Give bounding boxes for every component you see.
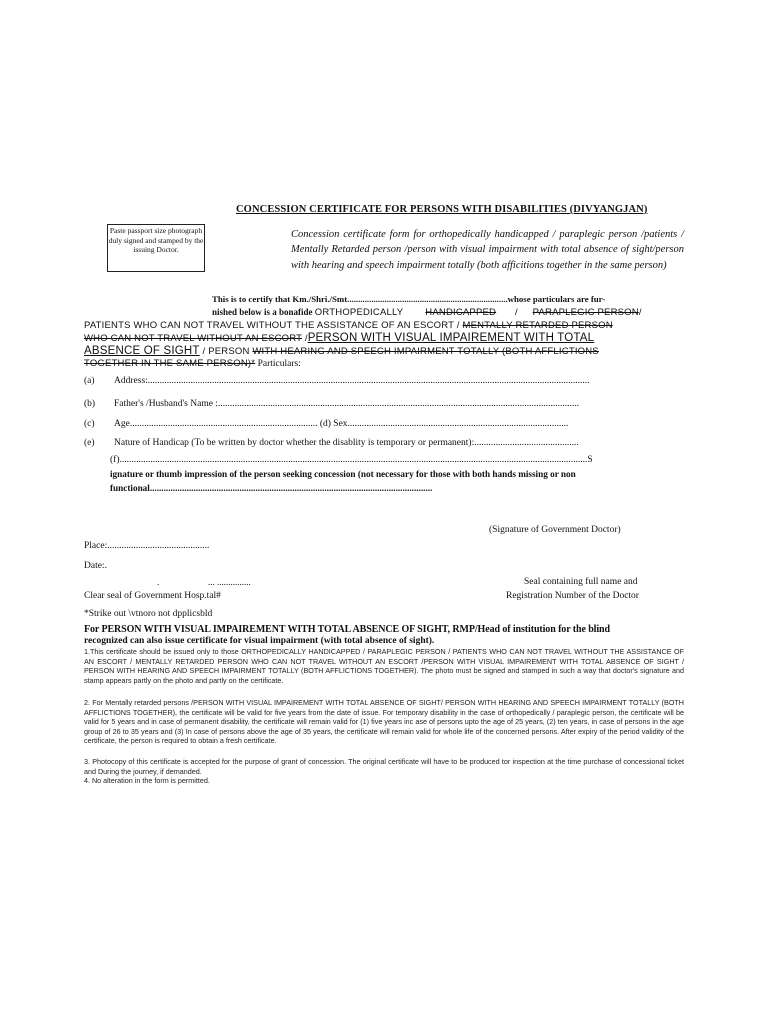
address-field xyxy=(84,376,590,386)
age-sex-label: Age............................................................................... (d) Sex............................................................................................. xyxy=(114,419,569,429)
certify-line-6 xyxy=(84,358,301,369)
certify-together: TOGETHER IN THE SAME PERSON)* xyxy=(84,358,256,369)
certify-patients: PATIENTS WHO CAN NOT TRAVEL WITHOUT THE ASSISTANCE OF AN ESCORT / xyxy=(84,320,463,331)
place-field: Place:........................................... xyxy=(84,541,210,551)
certify-escort: WHO CAN NOT TRAVEL WITHOUT AN ESCORT xyxy=(84,333,302,344)
photo-placeholder-box: Paste passport size photograph duly signed and stamped by the issuing Doctor. xyxy=(107,224,205,272)
note-1: 1.This certificate should be issued only to those ORTHOPEDICALLY HANDICAPPED / PARAPLEGIC PERSON / PATIENTS WHO CAN NOT TRAVEL WITHOUT THE ASSISTANCE OF AN ESCORT / MENTALLY RETARDED PERSON WHO CAN NOT TRAVEL WITHOUT AN ESCORT /PERSON WITH VISUAL IMPAIREMENT WITH TOTAL ABSENCE OF SIGHT / PERSON WITH HEARING AND SPEECH IMPAIRMENT TOTALLY (BOTH AFFLICTIONS TOGETHER). The photo must be signed and stamped in such a way that doctor's signature and stamp appears partly on the photo and partly on the certificate. xyxy=(84,647,684,685)
form-subtitle: Concession certificate form for orthopedically handicapped / paraplegic person /patients / Mentally Retarded person /person with visual impairment with total absence of sight/person with hearing and speech impairment totally (both afficitions together in the same person) xyxy=(291,229,684,271)
certify-text: nished below is a bonafide xyxy=(212,307,315,317)
nature-handicap-label: Nature of Handicap (To be written by doctor whether the disablity is temporary or permanent):............................................ xyxy=(114,438,579,448)
nature-handicap-field xyxy=(84,438,579,448)
strike-out-note: *Strike out \vtnoro not dpplicsbld xyxy=(84,609,213,619)
certify-mentally: MENTALLY RETARDED PERSON xyxy=(462,320,613,331)
certify-line-2 xyxy=(212,307,642,318)
certify-sep2: / xyxy=(302,333,308,344)
seal-label-2: Registration Number of the Doctor xyxy=(506,591,639,601)
note-4: 4. No alteration in the form is permitted. xyxy=(84,776,210,785)
certify-line-3 xyxy=(84,320,613,331)
blind-note-1: For PERSON WITH VISUAL IMPAIREMENT WITH TOTAL ABSENCE OF SIGHT, RMP/Head of institution for the blind xyxy=(84,624,610,635)
dots-marker: . xyxy=(157,577,160,587)
certify-paraplegic: PARAPLEGIC PERSON xyxy=(532,307,639,318)
father-name-field xyxy=(84,399,579,409)
field-letter: (a) xyxy=(84,376,95,386)
age-sex-field xyxy=(84,419,568,429)
field-letter: (c) xyxy=(84,419,95,429)
field-letter: (b) xyxy=(84,399,96,409)
certify-person: / PERSON xyxy=(199,346,253,357)
certify-hearing: WITH HEARING AND SPEECH IMPAIRMENT TOTALLY (BOTH AFFLICTIONS xyxy=(252,346,599,357)
certify-slash: / xyxy=(638,307,642,318)
father-name-label: Father's /Husband's Name :........................................................................................................................................................ xyxy=(114,399,579,409)
f-field: (f).....................................................................................................................................................................................................S xyxy=(110,455,593,465)
certify-line-1: This is to certify that Km./Shri./Smt.........................................................................whose particulars are fur- xyxy=(212,294,606,304)
signature-instruction-2: functional........................................................................................................................... xyxy=(110,483,433,493)
certify-particulars: Particulars: xyxy=(255,359,301,369)
seal-label-1: Seal containing full name and xyxy=(524,577,638,587)
page-title: CONCESSION CERTIFICATE FOR PERSONS WITH DISABILITIES (DIVYANGJAN) xyxy=(236,204,648,215)
certify-absence: ABSENCE OF SIGHT xyxy=(84,345,200,357)
signature-instruction-1: ignature or thumb impression of the person seeking concession (not necessary for those with both hands missing or non xyxy=(110,469,576,479)
note-3: 3. Photocopy of this certificate is accepted for the purpose of grant of concession. The original certificate will have to be produced tor inspection at the time purchase of concessional ticket and During the journey, if demanded. xyxy=(84,757,684,776)
address-label: Address:.......................................................................................................................................................................................... xyxy=(114,376,590,386)
certify-line-4 xyxy=(84,332,594,344)
certify-sep: / xyxy=(512,307,521,318)
dots-marker: ... ............... xyxy=(208,577,251,587)
certify-visual: PERSON WITH VISUAL IMPAIREMENT WITH TOTAL xyxy=(307,332,595,344)
field-letter: (e) xyxy=(84,438,95,448)
certify-handicapped: HANDICAPPED xyxy=(425,307,497,318)
date-field: Date:. xyxy=(84,561,107,571)
signature-doctor: (Signature of Government Doctor) xyxy=(489,525,621,535)
certify-line-5 xyxy=(84,345,599,357)
certify-ortho: ORTHOPEDICALLY xyxy=(314,307,404,318)
clear-seal-label: Clear seal of Government Hosp.tal# xyxy=(84,591,221,601)
note-2: 2. For Mentally retarded persons /PERSON WITH VISUAL IMPAIREMENT WITH TOTAL ABSENCE OF SIGHT/ PERSON WITH HEARING AND SPEECH IMPAIRMENT TOTALLY (BOTH AFFLICTIONS TOGETHER), the certificate will be valid for five years from the date of issue. For temporary disability in the case of orthopedically / paraplegic person, the certificate will be valid for 5 years and in case of permanent disability, the certificate will remain valid for (1) five years inc ase of persons upto the age of 25 years, (2) ten years, in case of persons in the age group of 26 to 35 years and (3) In case of persons above the age of 35 years, the certificate will remain valid for whole life of the concerned persons. After expiry of the period validity of the certificate, the person is required to obtain a fresh certificate. xyxy=(84,698,684,745)
blind-note-2: recognized can also issue certificate for visual impairment (with total absence of sight). xyxy=(84,636,435,646)
